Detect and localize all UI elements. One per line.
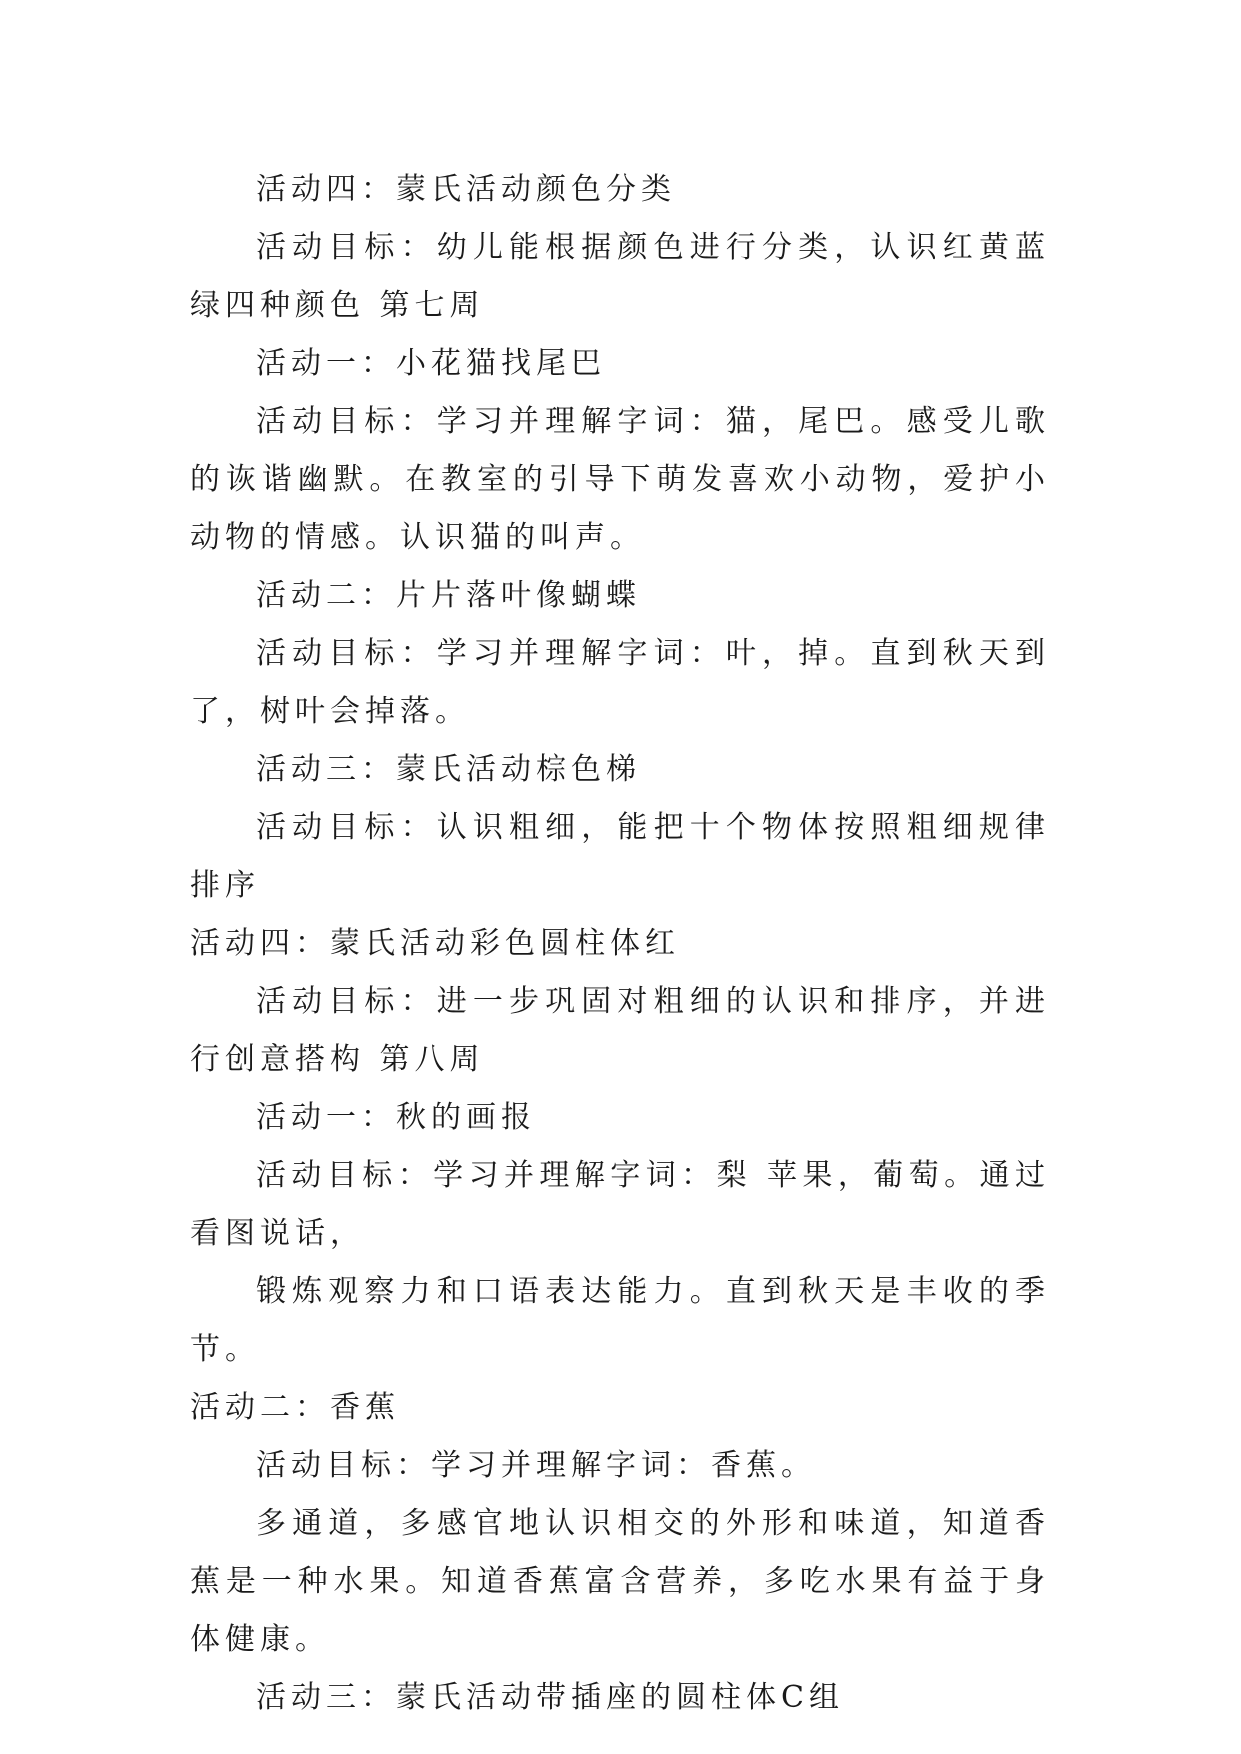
paragraph: 多通道，多感官地认识相交的外形和味道，知道香蕉是一种水果。知道香蕉富含营养，多吃水果有益于身体健康。 [190, 1506, 1050, 1657]
paragraph: 活动目标：幼儿能根据颜色进行分类，认识红黄蓝绿四种颜色 第七周 [190, 230, 1050, 323]
paragraph: 活动一：小花猫找尾巴 [256, 346, 606, 381]
paragraph: 活动四：蒙氏活动颜色分类 [256, 172, 676, 207]
paragraph: 活动四：蒙氏活动彩色圆柱体红 [190, 926, 680, 961]
paragraph: 活动目标：学习并理解字词：叶，掉。直到秋天到了，树叶会掉落。 [190, 636, 1050, 729]
paragraph: 活动二：片片落叶像蝴蝶 [256, 578, 641, 613]
paragraph: 活动三：蒙氏活动棕色梯 [256, 752, 641, 787]
paragraph: 锻炼观察力和口语表达能力。直到秋天是丰收的季节。 [190, 1274, 1050, 1367]
paragraph: 活动二：香蕉 [190, 1390, 400, 1425]
paragraph: 活动目标：认识粗细，能把十个物体按照粗细规律排序 [190, 810, 1050, 903]
paragraph: 活动目标：学习并理解字词：香蕉。 [256, 1448, 816, 1483]
paragraph: 活动目标：学习并理解字词：猫，尾巴。感受儿歌的诙谐幽默。在教室的引导下萌发喜欢小动物，爱护小动物的情感。认识猫的叫声。 [190, 404, 1050, 555]
document-body [190, 161, 1050, 1727]
paragraph: 活动三：蒙氏活动带插座的圆柱体C组 [256, 1680, 844, 1715]
paragraph: 活动目标：学习并理解字词：梨 苹果，葡萄。通过看图说话， [190, 1158, 1050, 1251]
paragraph: 活动一：秋的画报 [256, 1100, 536, 1135]
paragraph: 活动目标：进一步巩固对粗细的认识和排序，并进行创意搭构 第八周 [190, 984, 1050, 1077]
